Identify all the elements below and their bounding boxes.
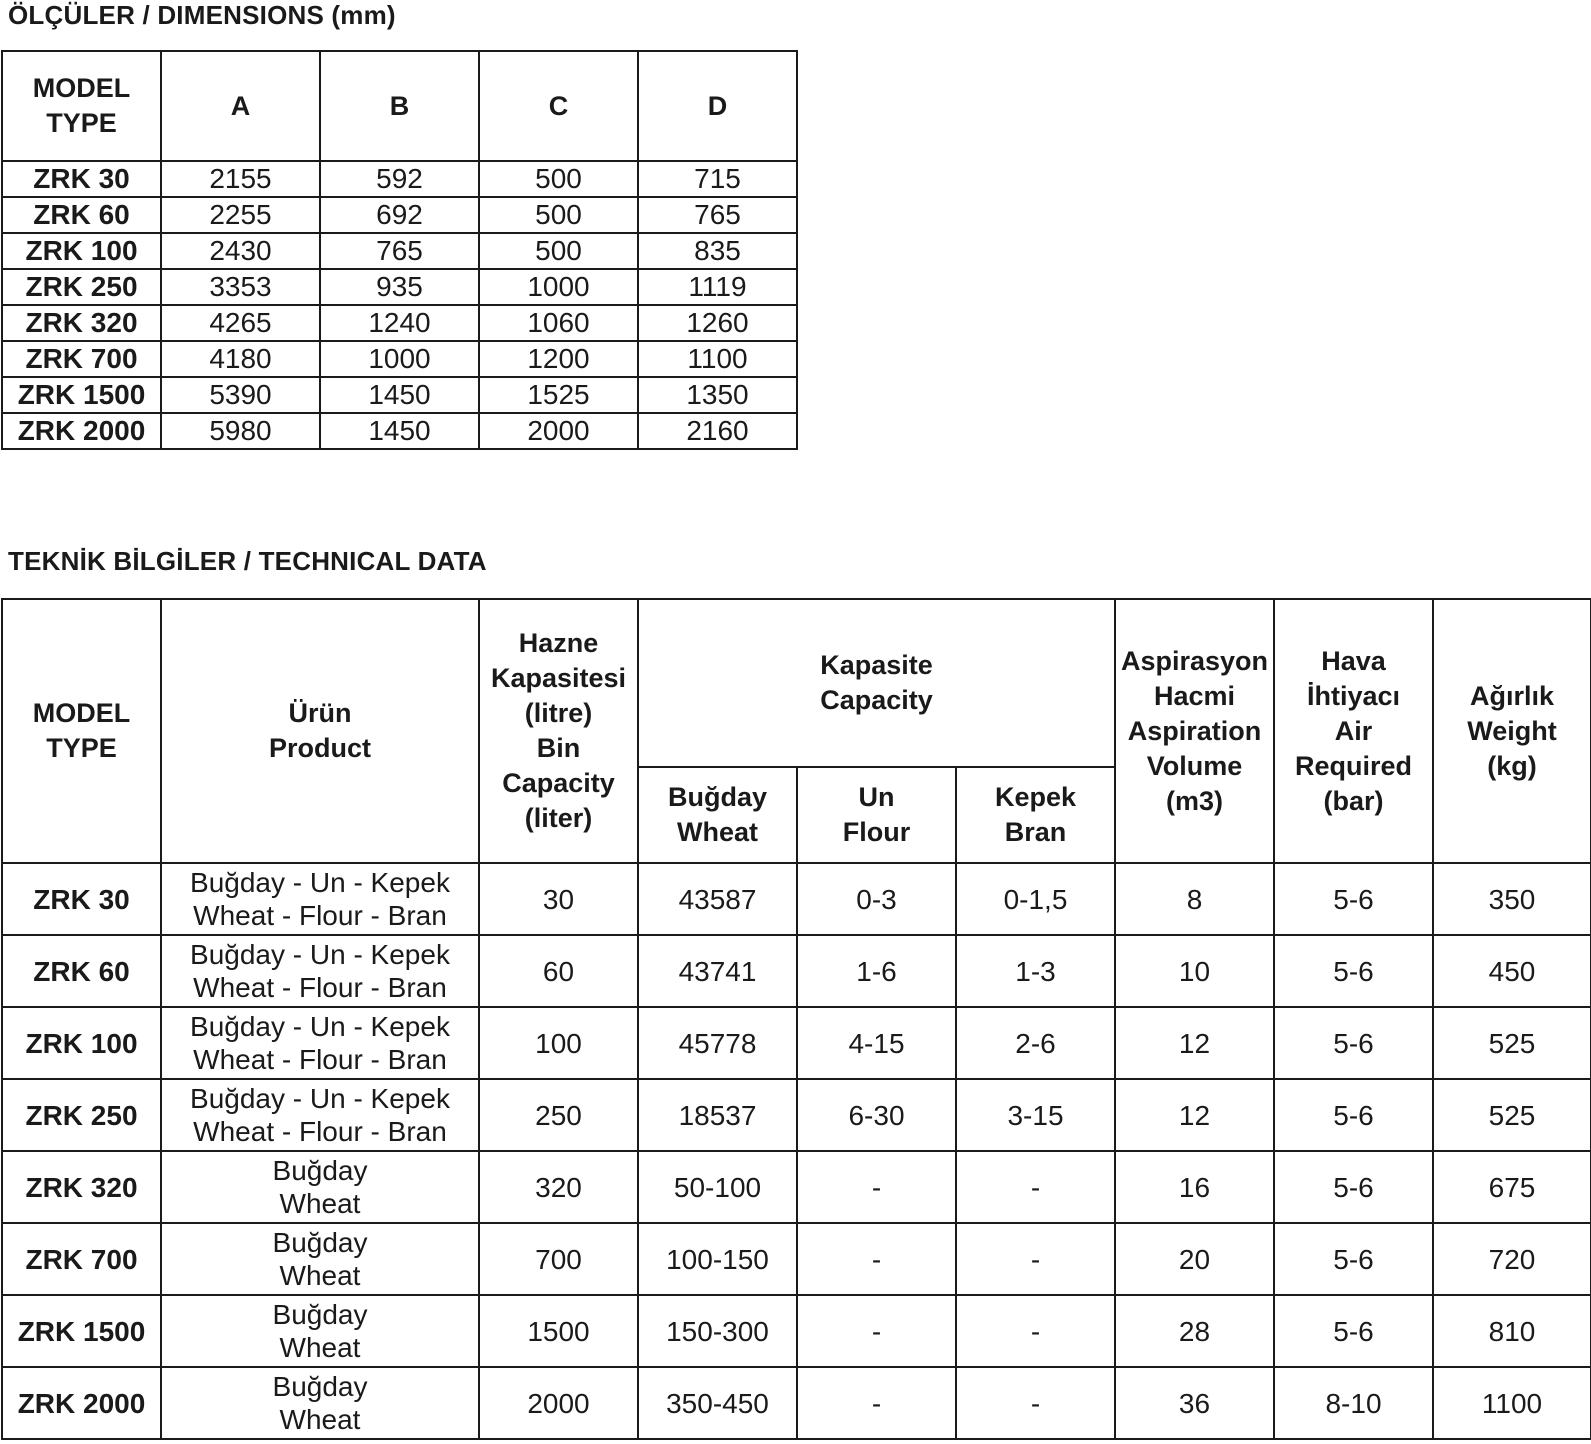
- air-required-cell: 5-6: [1274, 1079, 1433, 1151]
- product-line-tr: Buğday - Un - Kepek: [190, 1011, 450, 1042]
- dimensions-header-row: [2, 51, 797, 161]
- wheat-capacity-cell: 45778: [638, 1007, 797, 1079]
- aspiration-cell: 8: [1115, 863, 1274, 935]
- dim-d-cell: 715: [638, 161, 797, 197]
- bran-capacity-cell: -: [956, 1295, 1115, 1367]
- bin-capacity-cell: 100: [479, 1007, 638, 1079]
- bran-capacity-cell: 3-15: [956, 1079, 1115, 1151]
- air-required-cell: 5-6: [1274, 863, 1433, 935]
- product-line-en: Wheat: [279, 1332, 361, 1363]
- dim-a-cell: 2430: [161, 233, 320, 269]
- model-cell: ZRK 700: [2, 1223, 161, 1295]
- aspiration-cell: 12: [1115, 1007, 1274, 1079]
- header-line: MODEL: [32, 698, 131, 728]
- model-cell: ZRK 700: [2, 341, 161, 377]
- weight-cell: 450: [1433, 935, 1591, 1007]
- dim-b-cell: 692: [320, 197, 479, 233]
- air-required-cell: 5-6: [1274, 1295, 1433, 1367]
- dim-c-cell: 1060: [479, 305, 638, 341]
- product-line-en: Wheat - Flour - Bran: [193, 972, 447, 1003]
- header-line: Aspirasyon: [1120, 645, 1269, 676]
- dim-header-b: B: [320, 51, 479, 161]
- weight-cell: 525: [1433, 1007, 1591, 1079]
- model-cell: ZRK 250: [2, 269, 161, 305]
- product-line-tr: Buğday: [272, 1155, 368, 1186]
- flour-capacity-cell: -: [797, 1223, 956, 1295]
- header-line: TYPE: [46, 733, 117, 763]
- bin-capacity-cell: 700: [479, 1223, 638, 1295]
- tech-header-flour: [797, 767, 956, 863]
- table-row: [2, 233, 797, 269]
- tech-header-weight: [1433, 599, 1591, 863]
- product-line-tr: Buğday: [272, 1299, 368, 1330]
- table-row: [2, 863, 1591, 935]
- air-required-cell: 5-6: [1274, 1151, 1433, 1223]
- wheat-capacity-cell: 43587: [638, 863, 797, 935]
- table-row: [2, 197, 797, 233]
- dim-a-cell: 3353: [161, 269, 320, 305]
- model-cell: ZRK 100: [2, 233, 161, 269]
- header-line: (liter): [524, 803, 593, 833]
- product-line-en: Wheat - Flour - Bran: [193, 1044, 447, 1075]
- product-line-en: Wheat - Flour - Bran: [193, 900, 447, 931]
- tech-header-model: [2, 599, 161, 863]
- tech-header-product: [161, 599, 479, 863]
- dim-header-model: [2, 51, 161, 161]
- aspiration-cell: 10: [1115, 935, 1274, 1007]
- bin-capacity-cell: 250: [479, 1079, 638, 1151]
- bin-capacity-cell: 2000: [479, 1367, 638, 1439]
- bin-capacity-cell: 60: [479, 935, 638, 1007]
- weight-cell: 675: [1433, 1151, 1591, 1223]
- dim-c-cell: 500: [479, 197, 638, 233]
- aspiration-cell: 20: [1115, 1223, 1274, 1295]
- dim-a-cell: 2155: [161, 161, 320, 197]
- header-line: Ağırlık: [1469, 680, 1555, 711]
- product-line-en: Wheat: [279, 1260, 361, 1291]
- table-row: [2, 935, 1591, 1007]
- weight-cell: 810: [1433, 1295, 1591, 1367]
- model-cell: ZRK 30: [2, 863, 161, 935]
- model-cell: ZRK 2000: [2, 1367, 161, 1439]
- model-cell: ZRK 1500: [2, 1295, 161, 1367]
- table-row: [2, 1295, 1591, 1367]
- bin-capacity-cell: 1500: [479, 1295, 638, 1367]
- aspiration-cell: 12: [1115, 1079, 1274, 1151]
- model-cell: ZRK 320: [2, 305, 161, 341]
- dim-b-cell: 1450: [320, 377, 479, 413]
- tech-header-air-required: [1274, 599, 1433, 863]
- table-row: [2, 1367, 1591, 1439]
- wheat-capacity-cell: 350-450: [638, 1367, 797, 1439]
- weight-cell: 720: [1433, 1223, 1591, 1295]
- dim-b-cell: 765: [320, 233, 479, 269]
- dim-header-a: A: [161, 51, 320, 161]
- technical-header-row: [2, 599, 1591, 767]
- dim-c-cell: 1000: [479, 269, 638, 305]
- flour-capacity-cell: -: [797, 1295, 956, 1367]
- technical-table: [1, 598, 1591, 1440]
- tech-header-aspiration: [1115, 599, 1274, 863]
- tech-header-wheat: [638, 767, 797, 863]
- header-line: İhtiyacı: [1306, 680, 1401, 711]
- header-line: Bin: [536, 733, 581, 763]
- dim-a-cell: 2255: [161, 197, 320, 233]
- bran-capacity-cell: -: [956, 1223, 1115, 1295]
- dim-b-cell: 1450: [320, 413, 479, 449]
- weight-cell: 350: [1433, 863, 1591, 935]
- header-line: Required: [1294, 750, 1413, 781]
- bran-capacity-cell: 2-6: [956, 1007, 1115, 1079]
- product-cell: [161, 1007, 479, 1079]
- table-row: [2, 305, 797, 341]
- bin-capacity-cell: 30: [479, 863, 638, 935]
- flour-capacity-cell: 1-6: [797, 935, 956, 1007]
- dim-b-cell: 1240: [320, 305, 479, 341]
- header-line: Weight: [1467, 715, 1557, 746]
- header-line: (kg): [1487, 750, 1537, 781]
- dimensions-table: [1, 50, 798, 450]
- header-line: Un: [858, 782, 895, 812]
- product-line-tr: Buğday: [272, 1371, 368, 1402]
- dim-a-cell: 4180: [161, 341, 320, 377]
- header-line: (litre): [524, 698, 593, 728]
- model-cell: ZRK 1500: [2, 377, 161, 413]
- flour-capacity-cell: 4-15: [797, 1007, 956, 1079]
- header-line: (m3): [1165, 785, 1223, 816]
- dim-c-cell: 1200: [479, 341, 638, 377]
- model-cell: ZRK 60: [2, 197, 161, 233]
- wheat-capacity-cell: 50-100: [638, 1151, 797, 1223]
- header-line: Wheat: [677, 817, 758, 847]
- product-cell: [161, 935, 479, 1007]
- product-line-en: Wheat: [279, 1188, 361, 1219]
- air-required-cell: 5-6: [1274, 1223, 1433, 1295]
- header-line: Hazne: [518, 628, 599, 658]
- tech-header-capacity: [638, 599, 1115, 767]
- dim-a-cell: 4265: [161, 305, 320, 341]
- model-cell: ZRK 320: [2, 1151, 161, 1223]
- header-line: Kepek: [994, 782, 1077, 812]
- header-line: Bran: [1004, 817, 1067, 847]
- product-cell: [161, 863, 479, 935]
- model-cell: ZRK 60: [2, 935, 161, 1007]
- table-row: [2, 1007, 1591, 1079]
- header-line: Kapasitesi: [490, 663, 627, 693]
- aspiration-cell: 28: [1115, 1295, 1274, 1367]
- wheat-capacity-cell: 43741: [638, 935, 797, 1007]
- air-required-cell: 8-10: [1274, 1367, 1433, 1439]
- model-cell: ZRK 2000: [2, 413, 161, 449]
- dim-d-cell: 1350: [638, 377, 797, 413]
- table-row: [2, 341, 797, 377]
- table-row: [2, 1079, 1591, 1151]
- flour-capacity-cell: -: [797, 1151, 956, 1223]
- bran-capacity-cell: 1-3: [956, 935, 1115, 1007]
- technical-title: TEKNİK BİLGİLER / TECHNICAL DATA: [8, 546, 487, 576]
- model-cell: ZRK 30: [2, 161, 161, 197]
- bran-capacity-cell: 0-1,5: [956, 863, 1115, 935]
- dim-d-cell: 765: [638, 197, 797, 233]
- model-cell: ZRK 100: [2, 1007, 161, 1079]
- dim-c-cell: 1525: [479, 377, 638, 413]
- header-line: Kapasite: [820, 650, 933, 680]
- table-row: [2, 1223, 1591, 1295]
- header-line: Capacity: [502, 768, 615, 798]
- header-line: Volume: [1146, 750, 1243, 781]
- dim-header-c: C: [479, 51, 638, 161]
- weight-cell: 1100: [1433, 1367, 1591, 1439]
- table-row: [2, 413, 797, 449]
- product-cell: [161, 1151, 479, 1223]
- product-cell: [161, 1079, 479, 1151]
- dim-c-cell: 2000: [479, 413, 638, 449]
- table-row: [2, 1151, 1591, 1223]
- air-required-cell: 5-6: [1274, 1007, 1433, 1079]
- dim-header-model-line: MODEL: [32, 73, 131, 103]
- wheat-capacity-cell: 150-300: [638, 1295, 797, 1367]
- product-line-tr: Buğday - Un - Kepek: [190, 1083, 450, 1114]
- table-row: [2, 269, 797, 305]
- header-line: Ürün: [288, 698, 352, 728]
- dim-b-cell: 592: [320, 161, 479, 197]
- model-cell: ZRK 250: [2, 1079, 161, 1151]
- air-required-cell: 5-6: [1274, 935, 1433, 1007]
- product-line-tr: Buğday - Un - Kepek: [190, 939, 450, 970]
- header-line: Aspiration: [1127, 715, 1262, 746]
- flour-capacity-cell: 6-30: [797, 1079, 956, 1151]
- table-row: [2, 377, 797, 413]
- dim-b-cell: 935: [320, 269, 479, 305]
- flour-capacity-cell: 0-3: [797, 863, 956, 935]
- product-cell: [161, 1295, 479, 1367]
- flour-capacity-cell: -: [797, 1367, 956, 1439]
- product-cell: [161, 1223, 479, 1295]
- dim-header-d: D: [638, 51, 797, 161]
- product-line-tr: Buğday: [272, 1227, 368, 1258]
- dim-d-cell: 2160: [638, 413, 797, 449]
- dim-b-cell: 1000: [320, 341, 479, 377]
- dim-d-cell: 1119: [638, 269, 797, 305]
- tech-header-bin-capacity: [479, 599, 638, 863]
- header-line: Air: [1334, 715, 1373, 746]
- header-line: Buğday: [667, 782, 767, 812]
- header-line: (bar): [1323, 785, 1384, 816]
- aspiration-cell: 16: [1115, 1151, 1274, 1223]
- dim-header-model-line: TYPE: [46, 108, 117, 138]
- dimensions-title: ÖLÇÜLER / DIMENSIONS (mm): [8, 0, 396, 30]
- product-line-en: Wheat - Flour - Bran: [193, 1116, 447, 1147]
- header-line: Hacmi: [1153, 680, 1236, 711]
- dim-a-cell: 5980: [161, 413, 320, 449]
- header-line: Hava: [1321, 645, 1386, 676]
- product-cell: [161, 1367, 479, 1439]
- product-line-en: Wheat: [279, 1404, 361, 1435]
- wheat-capacity-cell: 18537: [638, 1079, 797, 1151]
- dim-c-cell: 500: [479, 161, 638, 197]
- bin-capacity-cell: 320: [479, 1151, 638, 1223]
- dim-d-cell: 1260: [638, 305, 797, 341]
- aspiration-cell: 36: [1115, 1367, 1274, 1439]
- bran-capacity-cell: -: [956, 1367, 1115, 1439]
- product-line-tr: Buğday - Un - Kepek: [190, 867, 450, 898]
- dim-d-cell: 1100: [638, 341, 797, 377]
- dim-d-cell: 835: [638, 233, 797, 269]
- weight-cell: 525: [1433, 1079, 1591, 1151]
- header-line: Capacity: [820, 685, 933, 715]
- header-line: Product: [268, 733, 371, 763]
- wheat-capacity-cell: 100-150: [638, 1223, 797, 1295]
- tech-header-bran: [956, 767, 1115, 863]
- header-line: Flour: [842, 817, 911, 847]
- dim-a-cell: 5390: [161, 377, 320, 413]
- dim-c-cell: 500: [479, 233, 638, 269]
- table-row: [2, 161, 797, 197]
- bran-capacity-cell: -: [956, 1151, 1115, 1223]
